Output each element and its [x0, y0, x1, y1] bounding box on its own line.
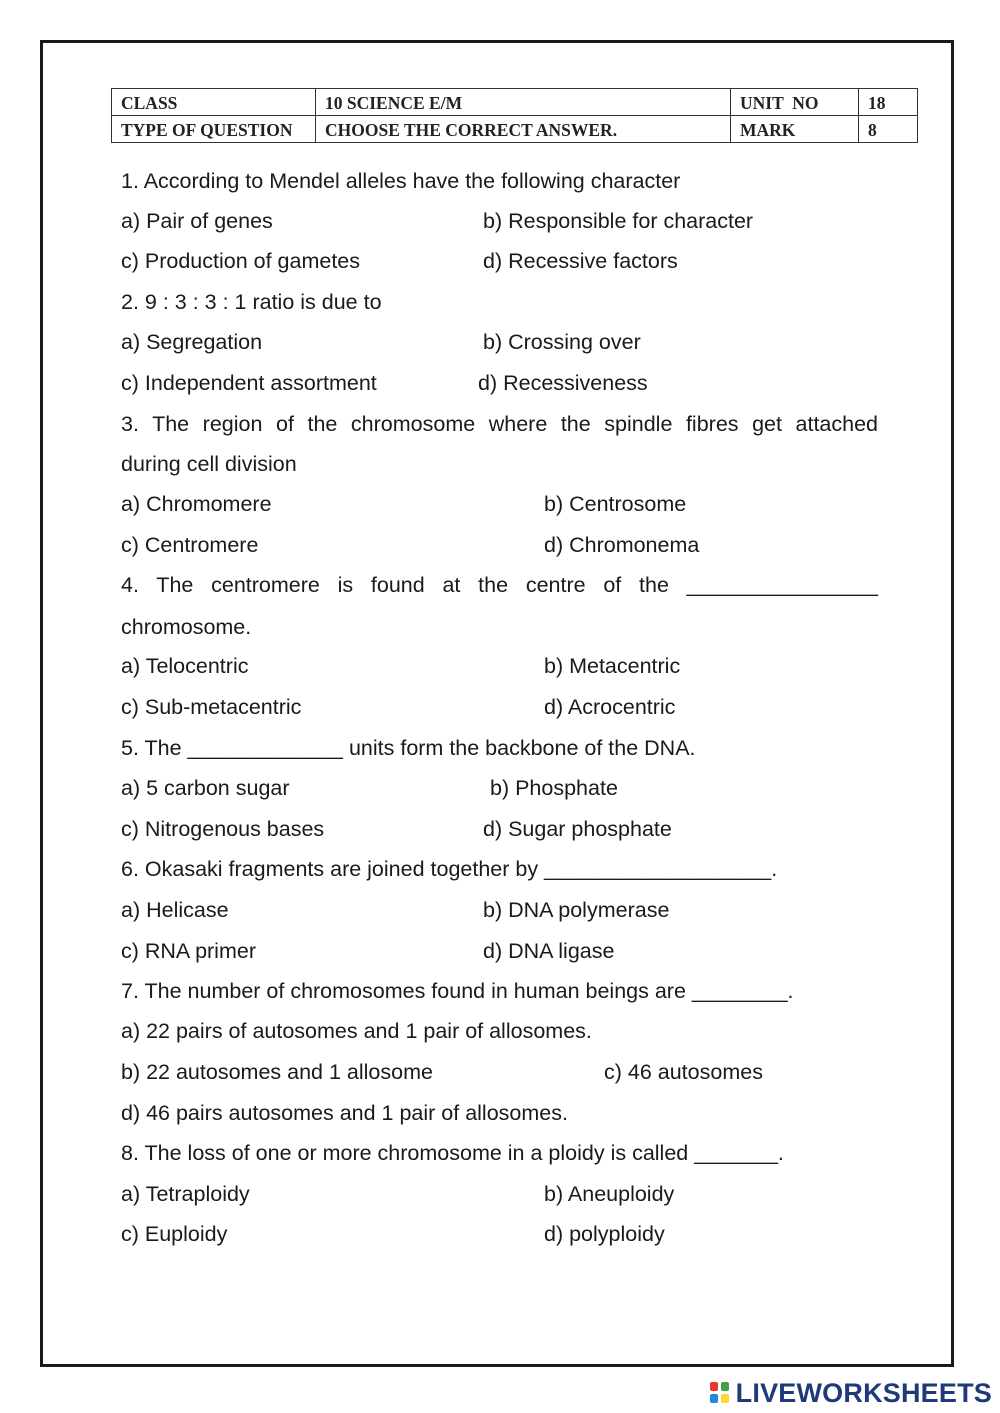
q3-option-b[interactable]: b) Centrosome [544, 492, 687, 516]
question-6: 6. Okasaki fragments are joined together by ___________________. [121, 857, 778, 881]
q6-option-a[interactable]: a) Helicase [121, 898, 229, 922]
q8-option-d[interactable]: d) polyploidy [544, 1222, 665, 1246]
q7-option-d[interactable]: d) 46 pairs autosomes and 1 pair of allosomes. [121, 1101, 568, 1125]
class-label: CLASS [112, 89, 316, 116]
q5-option-d[interactable]: d) Sugar phosphate [483, 817, 672, 841]
mark-value: 8 [859, 116, 918, 143]
type-value: CHOOSE THE CORRECT ANSWER. [316, 116, 731, 143]
question-2: 2. 9 : 3 : 3 : 1 ratio is due to [121, 290, 382, 314]
header-row-type [112, 116, 918, 143]
question-8: 8. The loss of one or more chromosome in a ploidy is called _______. [121, 1141, 784, 1165]
logo-mark-icon [710, 1382, 730, 1404]
header-row-class [112, 89, 918, 116]
q4-option-b[interactable]: b) Metacentric [544, 654, 681, 678]
q2-option-d[interactable]: d) Recessiveness [478, 371, 648, 395]
q6-option-b[interactable]: b) DNA polymerase [483, 898, 670, 922]
q5-option-c[interactable]: c) Nitrogenous bases [121, 817, 325, 841]
unit-value: 18 [859, 89, 918, 116]
q7-option-b[interactable]: b) 22 autosomes and 1 allosome [121, 1060, 433, 1084]
q4-option-c[interactable]: c) Sub-metacentric [121, 695, 302, 719]
q4-option-a[interactable]: a) Telocentric [121, 654, 249, 678]
q3-option-a[interactable]: a) Chromomere [121, 492, 272, 516]
class-value: 10 SCIENCE E/M [316, 89, 731, 116]
q6-option-c[interactable]: c) RNA primer [121, 939, 256, 963]
q8-option-c[interactable]: c) Euploidy [121, 1222, 228, 1246]
question-4-line-2: chromosome. [121, 615, 252, 639]
q7-option-a[interactable]: a) 22 pairs of autosomes and 1 pair of allosomes. [121, 1019, 592, 1043]
q3-option-c[interactable]: c) Centromere [121, 533, 259, 557]
question-5: 5. The _____________ units form the backbone of the DNA. [121, 736, 696, 760]
question-7: 7. The number of chromosomes found in human beings are ________. [121, 979, 794, 1003]
question-4-line-1: 4. The centromere is found at the centre of the ________________ [121, 573, 878, 597]
q1-option-d[interactable]: d) Recessive factors [483, 249, 678, 273]
question-3-line-1: 3. The region of the chromosome where the spindle fibres get attached [121, 412, 878, 436]
q5-option-b[interactable]: b) Phosphate [490, 776, 618, 800]
q8-option-b[interactable]: b) Aneuploidy [544, 1182, 675, 1206]
q4-option-d[interactable]: d) Acrocentric [544, 695, 676, 719]
q1-option-c[interactable]: c) Production of gametes [121, 249, 361, 273]
header-table [111, 88, 918, 143]
q2-option-c[interactable]: c) Independent assortment [121, 371, 377, 395]
q7-option-c[interactable]: c) 46 autosomes [604, 1060, 763, 1084]
question-1: 1. According to Mendel alleles have the following character [121, 169, 681, 193]
q3-option-d[interactable]: d) Chromonema [544, 533, 700, 557]
type-label: TYPE OF QUESTION [112, 116, 316, 143]
q1-option-b[interactable]: b) Responsible for character [483, 209, 754, 233]
q6-option-d[interactable]: d) DNA ligase [483, 939, 615, 963]
mark-label: MARK [731, 116, 859, 143]
liveworksheets-logo[interactable] [710, 1378, 992, 1408]
unit-label: UNIT NO [731, 89, 859, 116]
q5-option-a[interactable]: a) 5 carbon sugar [121, 776, 290, 800]
question-3-line-2: during cell division [121, 452, 297, 476]
q2-option-b[interactable]: b) Crossing over [483, 330, 641, 354]
q8-option-a[interactable]: a) Tetraploidy [121, 1182, 250, 1206]
q2-option-a[interactable]: a) Segregation [121, 330, 263, 354]
logo-text: LIVEWORKSHEETS [735, 1377, 992, 1408]
q1-option-a[interactable]: a) Pair of genes [121, 209, 273, 233]
